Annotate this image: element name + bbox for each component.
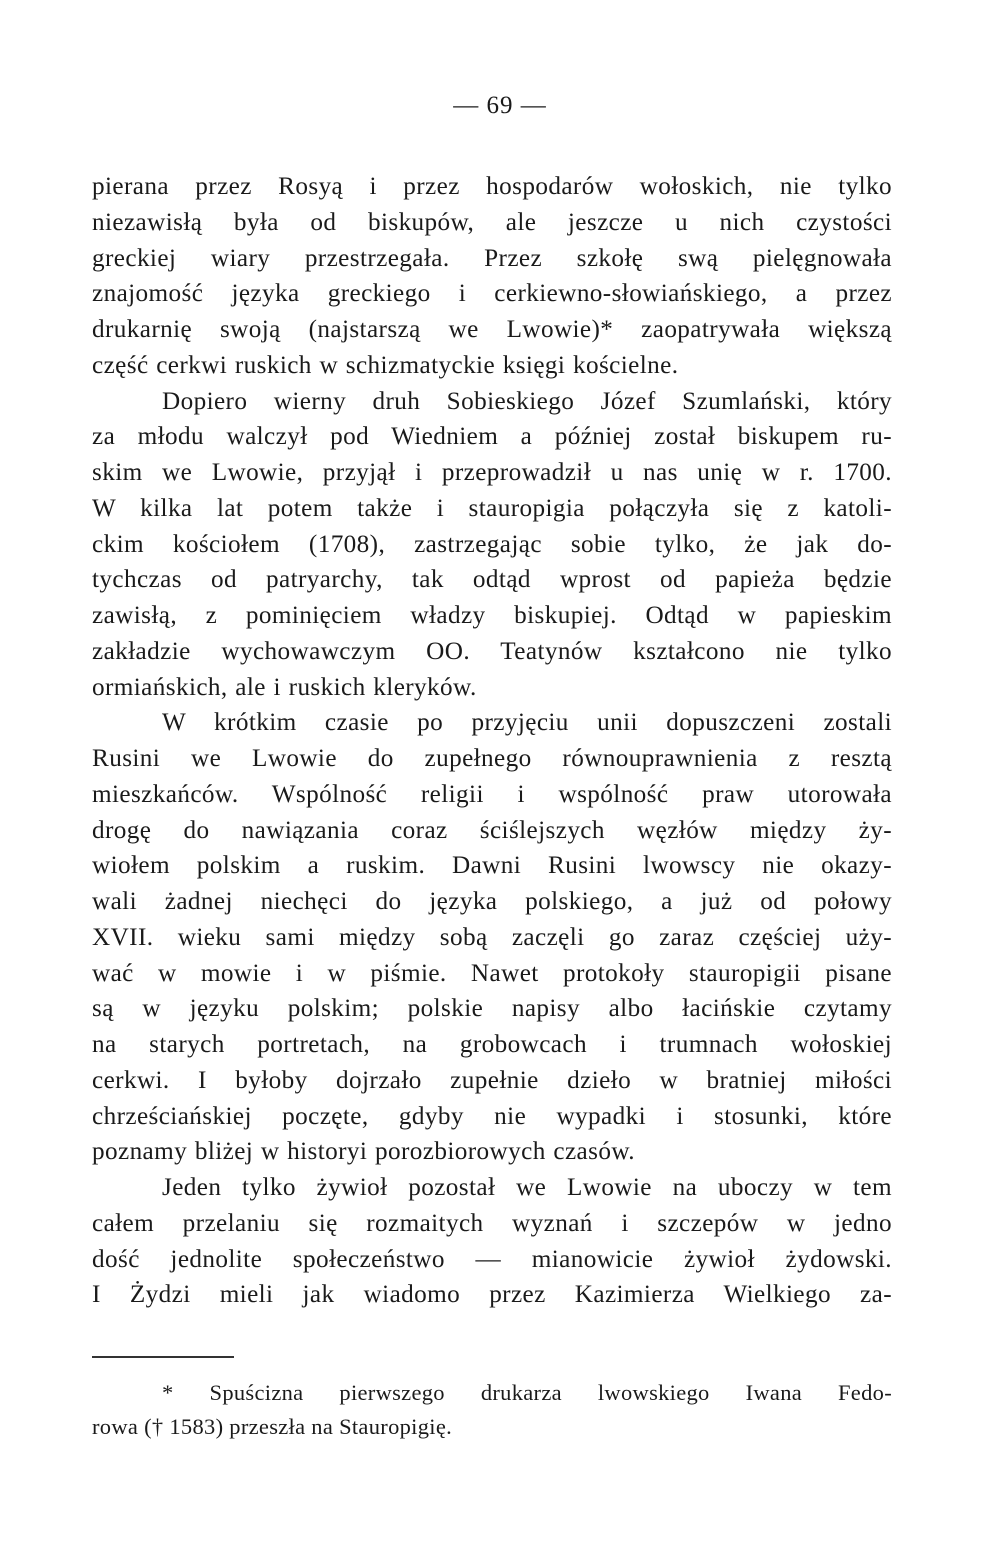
text-line: I Żydzi mieli jak wiadomo przez Kazimierza Wielkiego za- — [92, 1281, 892, 1309]
text-line: cerkwi. I byłoby dojrzało zupełnie dzieło w bratniej miłości — [92, 1066, 892, 1094]
body-text — [92, 169, 892, 1313]
text-line: poznamy bliżej w historyi porozbiorowych czasów. — [92, 1138, 635, 1166]
text-line: Dopiero wierny druh Sobieskiego Józef Szumlański, który — [162, 387, 892, 415]
text-line: część cerkwi ruskich w schizmatyckie księgi kościelne. — [92, 351, 679, 379]
text-line: drukarnię swoją (najstarszą we Lwowie)* zaopatrywała większą — [92, 316, 892, 343]
text-line: pierana przez Rosyą i przez hospodarów wołoskich, nie tylko — [92, 173, 892, 200]
text-line: zakładzie wychowawczym OO. Teatynów kształcono nie tylko — [92, 637, 892, 665]
text-line: W krótkim czasie po przyjęciu unii dopuszczeni zostali — [162, 709, 892, 737]
text-line: znajomość języka greckiego i cerkiewno-słowiańskiego, a przez — [92, 280, 892, 308]
text-line: niezawisłą była od biskupów, ale jeszcze u nich czystości — [92, 208, 892, 236]
text-line: drogę do nawiązania coraz ściślejszych węzłów między ży- — [92, 816, 892, 844]
text-line: greckiej wiary przestrzegała. Przez szkołę swą pielęgnowała — [92, 244, 892, 272]
page-number: — 69 — — [453, 92, 547, 119]
text-line: Jeden tylko żywioł pozostał we Lwowie na uboczy w tem — [162, 1174, 892, 1201]
text-line: mieszkańców. Wspólność religii i wspólność praw utorowała — [92, 780, 892, 808]
footnote-line: * Spuścizna pierwszego drukarza lwowskiego Iwana Fedo- — [162, 1380, 892, 1405]
text-line: ormiańskich, ale i ruskich kleryków. — [92, 673, 477, 701]
text-line: zawisłą, z pominięciem władzy biskupiej. Odtąd w papieskim — [92, 602, 892, 629]
text-line: na starych portretach, na grobowcach i trumnach wołoskiej — [92, 1031, 892, 1058]
footnote-divider — [92, 1356, 234, 1358]
text-line: wać w mowie i w piśmie. Nawet protokoły stauropigii pisane — [92, 959, 892, 987]
text-line: wiołem polskim a ruskim. Dawni Rusini lwowscy nie okazy- — [92, 852, 892, 880]
text-line: Rusini we Lwowie do zupełnego równouprawnienia z resztą — [92, 745, 892, 772]
text-line: dość jednolite społeczeństwo — mianowicie żywioł żydowski. — [92, 1245, 892, 1273]
text-line: chrześciańskiej poczęte, gdyby nie wypadki i stosunki, które — [92, 1102, 892, 1130]
text-line: wali żadnej niechęci do języka polskiego, a już od połowy — [92, 888, 892, 915]
text-line: skim we Lwowie, przyjął i przeprowadził u nas unię w r. 1700. — [92, 459, 892, 486]
text-line: za młodu walczył pod Wiedniem a później został biskupem ru- — [92, 423, 892, 451]
text-line: całem przelaniu się rozmaitych wyznań i szczepów w jedno — [92, 1209, 892, 1237]
footnote — [92, 1376, 892, 1444]
text-line: XVII. wieku sami między sobą zaczęli go zaraz częściej uży- — [92, 923, 892, 951]
text-line: tychczas od patryarchy, tak odtąd wprost od papieża będzie — [92, 566, 892, 594]
text-line: ckim kościołem (1708), zastrzegając sobie tylko, że jak do- — [92, 530, 892, 558]
footnote-line: rowa († 1583) przeszła na Stauropigię. — [92, 1414, 453, 1439]
text-line: W kilka lat potem także i stauropigia połączyła się z katoli- — [92, 494, 892, 522]
text-line: są w języku polskim; polskie napisy albo łacińskie czytamy — [92, 995, 892, 1023]
